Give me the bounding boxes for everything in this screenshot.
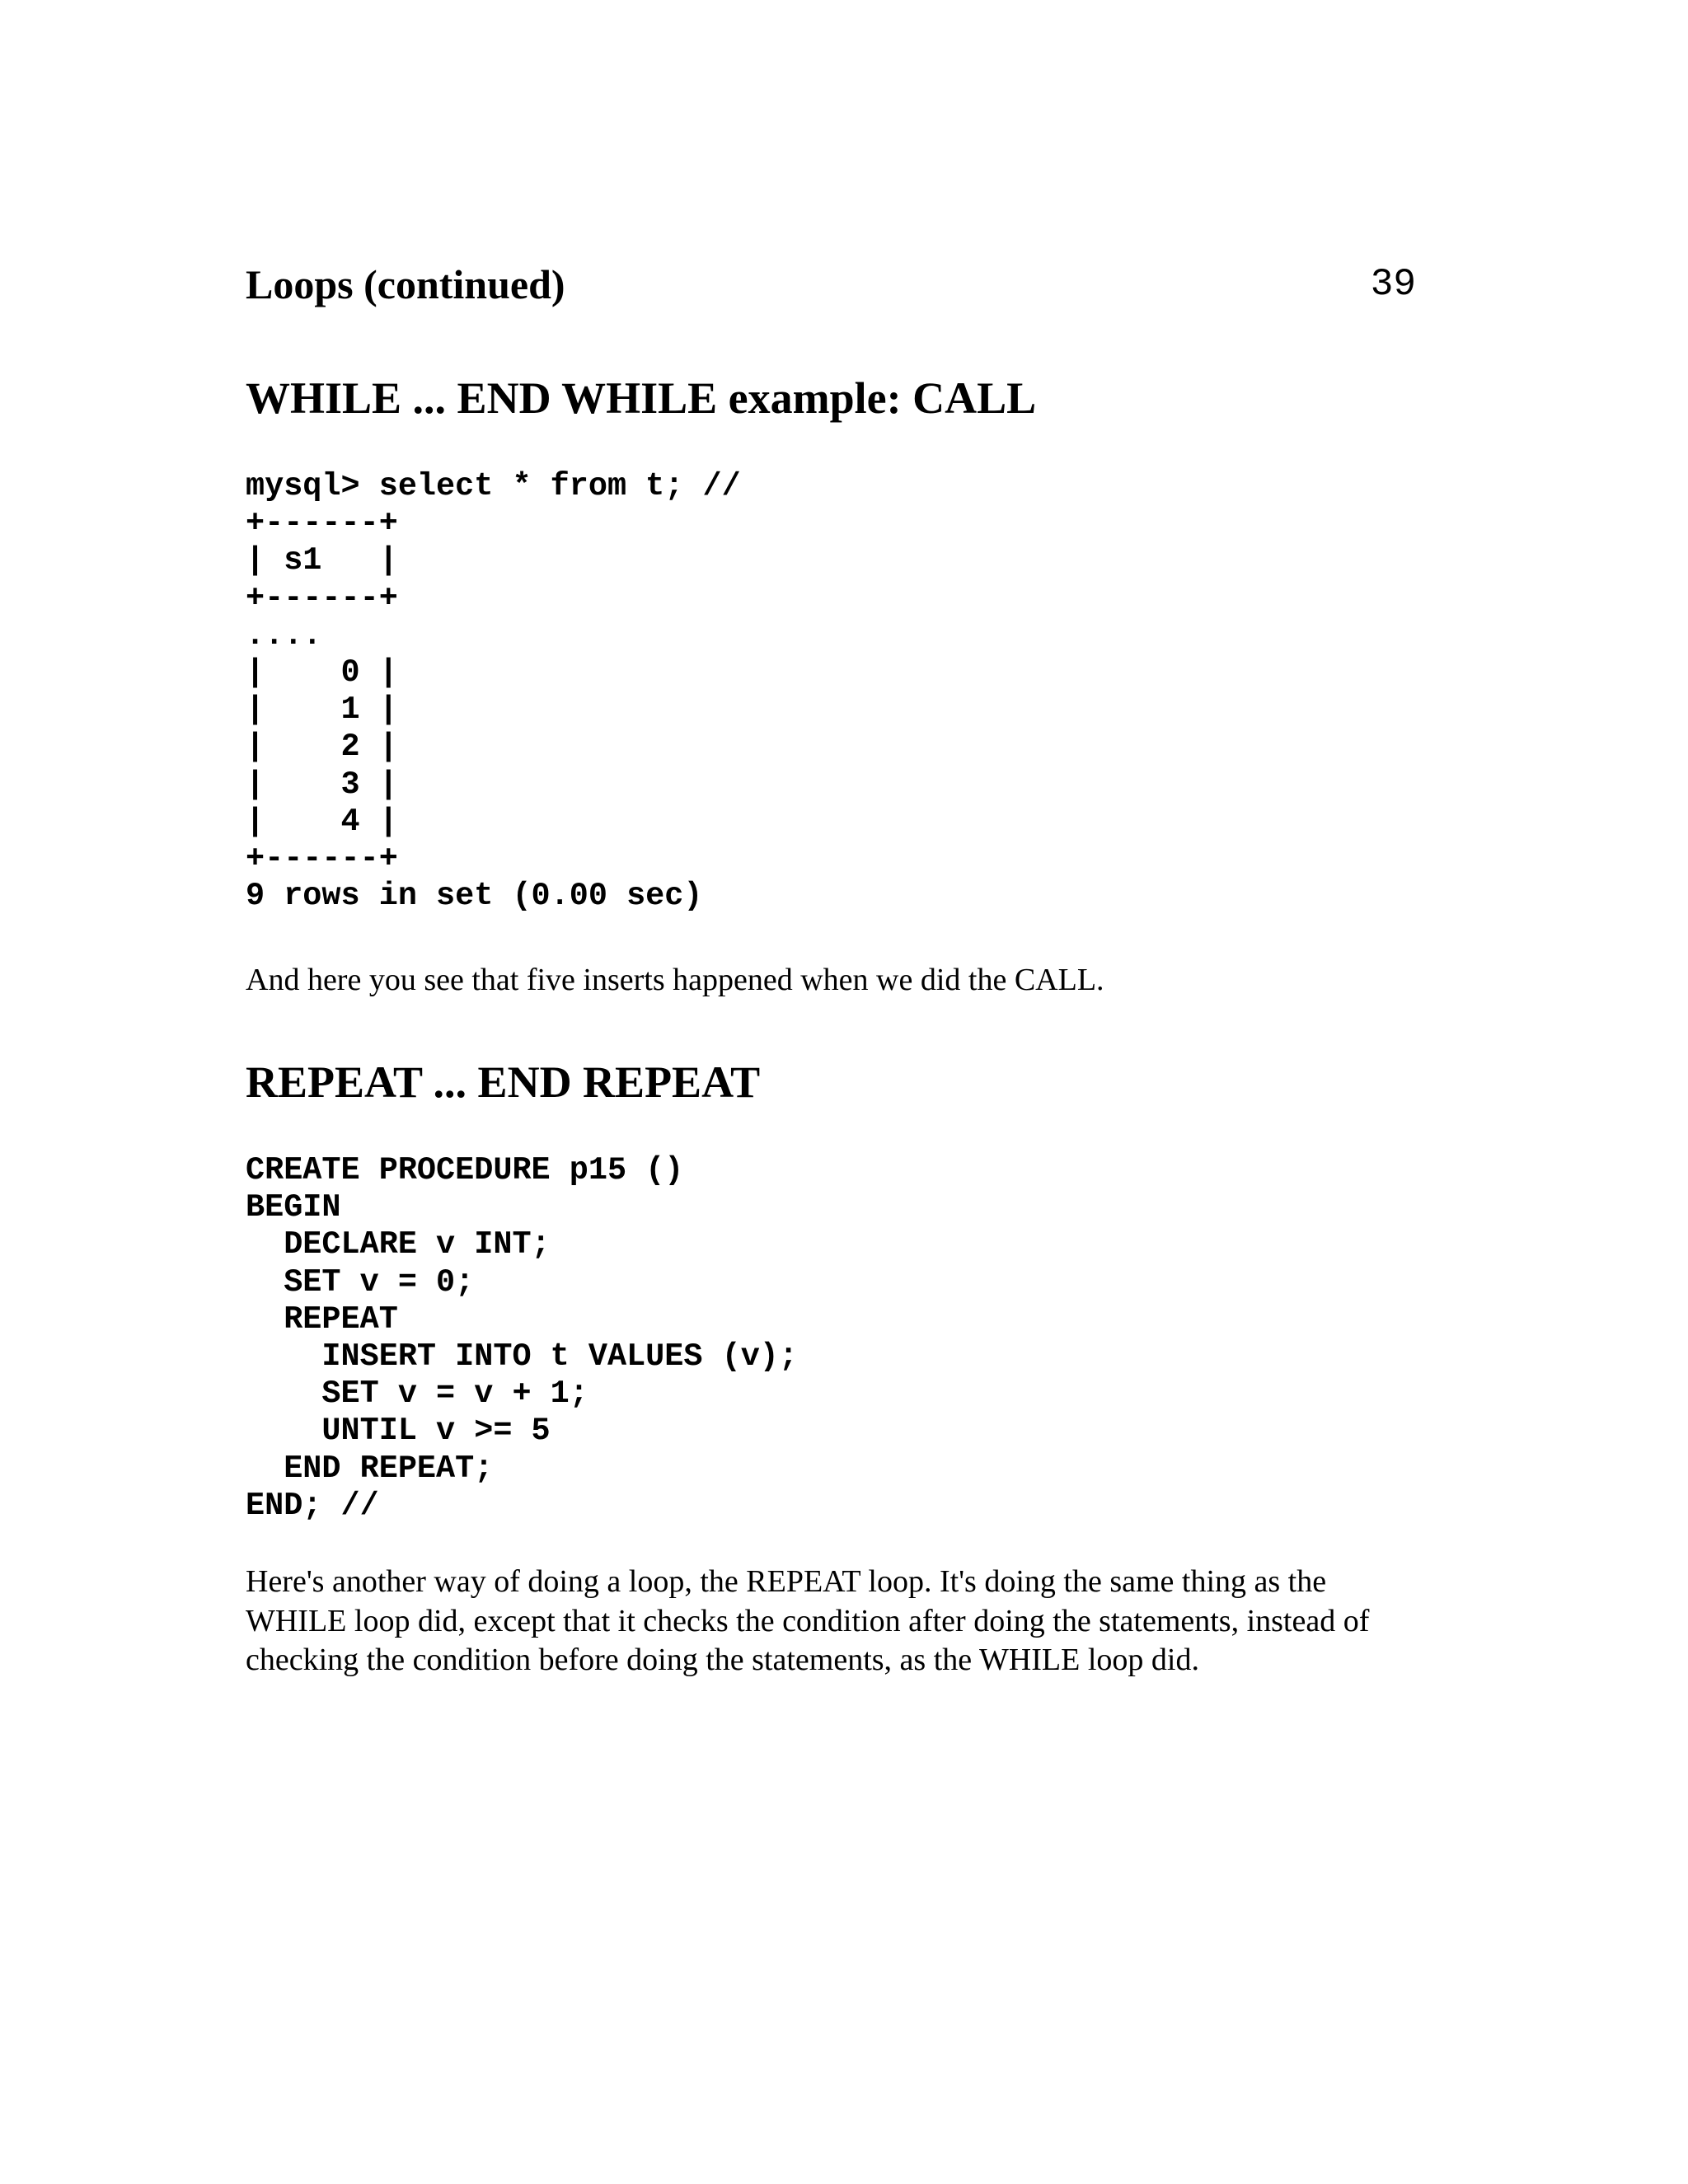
- code-block-select-output: mysql> select * from t; // +------+ | s1 | +------+ .... | 0 | | 1 | | 2 | | 3 | | 4 | +------+ 9 rows in set (0.00 sec): [246, 468, 741, 915]
- code-block-create-procedure: CREATE PROCEDURE p15 () BEGIN DECLARE v INT; SET v = 0; REPEAT INSERT INTO t VALUES (v); SET v = v + 1; UNTIL v >= 5 END REPEAT; END; //: [246, 1152, 799, 1524]
- section-heading-repeat: REPEAT ... END REPEAT: [246, 1057, 761, 1107]
- page-header: [246, 255, 1416, 313]
- page-number: 39: [1370, 263, 1416, 306]
- section-heading-while-call: WHILE ... END WHILE example: CALL: [246, 373, 1037, 423]
- paragraph-five-inserts: And here you see that five inserts happened when we did the CALL.: [246, 963, 1104, 997]
- chapter-title: Loops (continued): [246, 261, 565, 307]
- paragraph-repeat-explanation: Here's another way of doing a loop, the REPEAT loop. It's doing the same thing as the WHILE loop did, except that it checks the condition after doing the statements, instead of checking the condition before doing the statements, as the WHILE loop did.: [246, 1564, 1370, 1677]
- document-page: [246, 0, 1416, 2184]
